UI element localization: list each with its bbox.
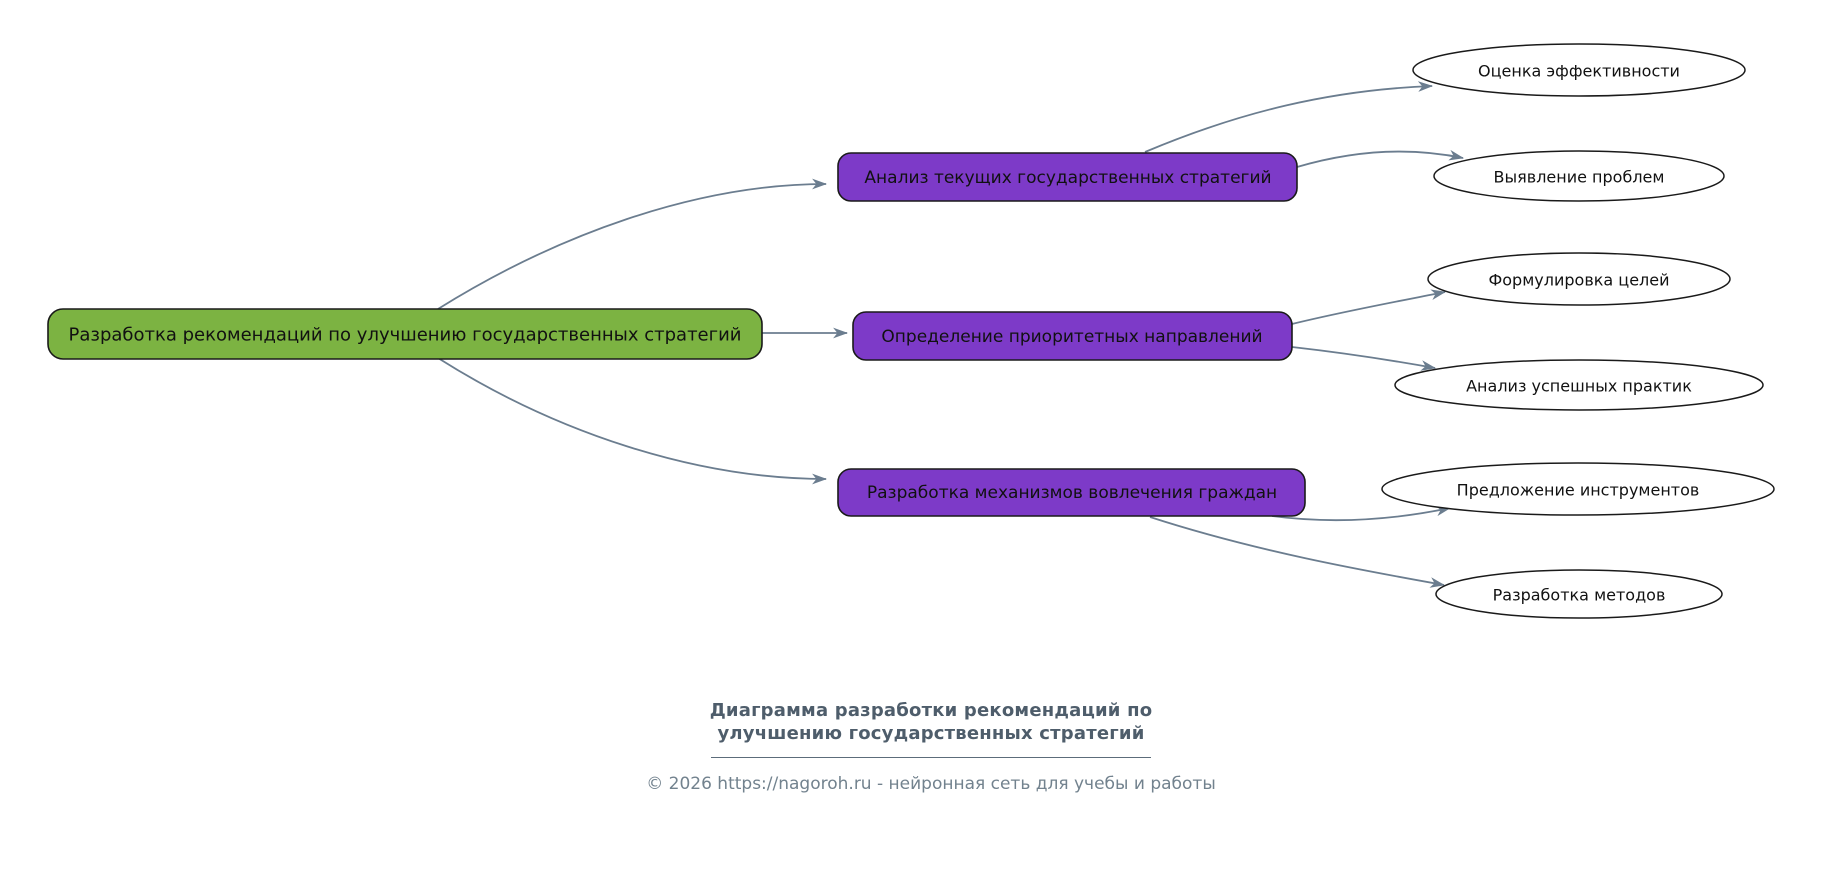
node-leaf1-label: Оценка эффективности [1478, 61, 1680, 81]
node-branch2 [853, 312, 1292, 360]
node-branch3-label: Разработка механизмов вовлечения граждан [866, 483, 1278, 503]
node-leaf2-label: Выявление проблем [1493, 167, 1665, 187]
node-leaf4-label: Анализ успешных практик [1466, 376, 1692, 396]
node-leaf5-label: Предложение инструментов [1456, 480, 1700, 500]
edge-branch2-leaf4 [1292, 347, 1435, 368]
node-leaf3 [1428, 253, 1730, 305]
node-branch2-label: Определение приоритетных направлений [881, 327, 1263, 347]
node-root-label: Разработка рекомендаций по улучшению государственных стратегий [68, 324, 742, 346]
node-branch1-label: Анализ текущих государственных стратегий [864, 168, 1272, 188]
caption-divider [711, 757, 1151, 758]
node-root [48, 309, 762, 359]
node-leaf6-label: Разработка методов [1492, 585, 1666, 605]
node-leaf4 [1395, 360, 1763, 410]
caption [621, 700, 1241, 794]
node-branch1 [838, 153, 1297, 201]
edge-branch3-leaf6 [1150, 517, 1444, 585]
diagram-title: Диаграмма разработки рекомендаций по улучшению государственных стратегий [709, 700, 1153, 744]
edge-root-branch3 [438, 358, 826, 479]
edge-branch1-leaf2 [1297, 152, 1463, 167]
node-leaf2 [1434, 151, 1724, 201]
edge-branch1-leaf1 [1145, 86, 1432, 152]
node-leaf3-label: Формулировка целей [1488, 270, 1670, 290]
node-leaf1 [1413, 44, 1745, 96]
edge-root-branch1 [438, 184, 826, 309]
node-leaf5 [1382, 463, 1774, 515]
edge-branch2-leaf3 [1292, 292, 1445, 324]
copyright-text: © 2026 https://nagoroh.ru - нейронная сеть для учебы и работы [646, 774, 1216, 794]
node-branch3 [838, 469, 1305, 516]
node-leaf6 [1436, 570, 1722, 618]
